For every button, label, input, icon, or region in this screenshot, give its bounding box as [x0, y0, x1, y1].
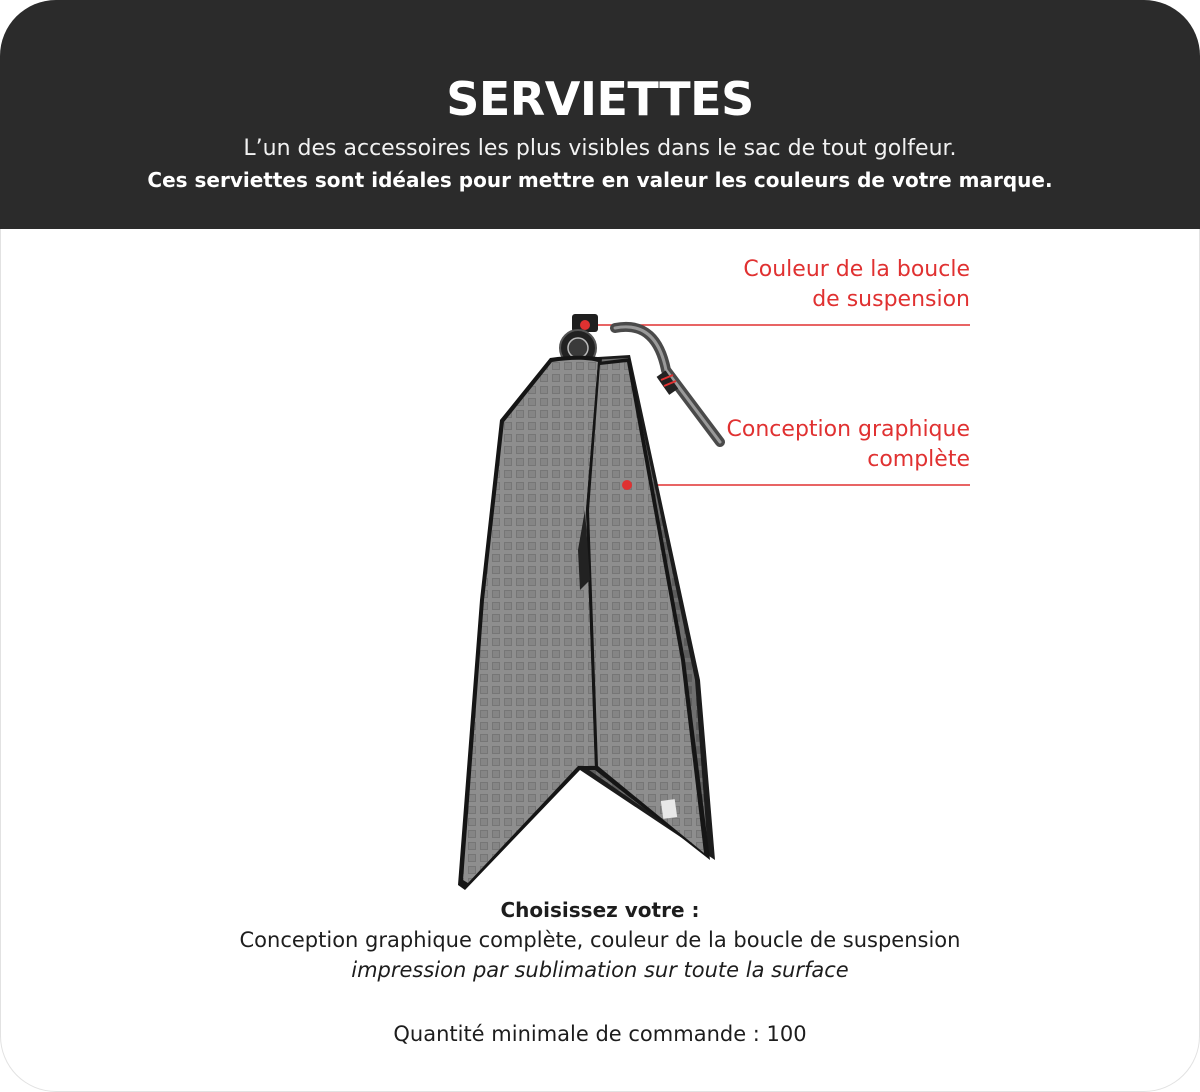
callout-design-line-2: complète — [867, 447, 970, 472]
subtitle-line-1: L’un des accessoires les plus visibles dans le sac de tout golfeur. — [243, 136, 957, 161]
minimum-order-quantity: Quantité minimale de commande : 100 — [393, 1022, 807, 1046]
choose-heading: Choisissez votre : — [500, 898, 700, 922]
callout-loop-color — [743, 255, 970, 315]
callout-design-line-1: Conception graphique — [726, 417, 970, 442]
callout-full-design — [727, 415, 970, 475]
callout-loop-line-1: Couleur de la boucle — [743, 257, 970, 282]
page-title: SERVIETTES — [446, 72, 754, 126]
print-method-note: impression par sublimation sur toute la surface — [351, 958, 849, 982]
callout-loop-line-2: de suspension — [812, 287, 970, 312]
choose-options: Conception graphique complète, couleur de la boucle de suspension — [239, 928, 961, 952]
header-banner — [0, 0, 1200, 229]
subtitle-line-2: Ces serviettes sont idéales pour mettre en valeur les couleurs de votre marque. — [147, 168, 1053, 192]
towel-label — [661, 799, 677, 819]
golf-towel-image — [430, 300, 760, 900]
callout-dot-icon — [622, 480, 632, 490]
callout-dot-icon — [580, 320, 590, 330]
